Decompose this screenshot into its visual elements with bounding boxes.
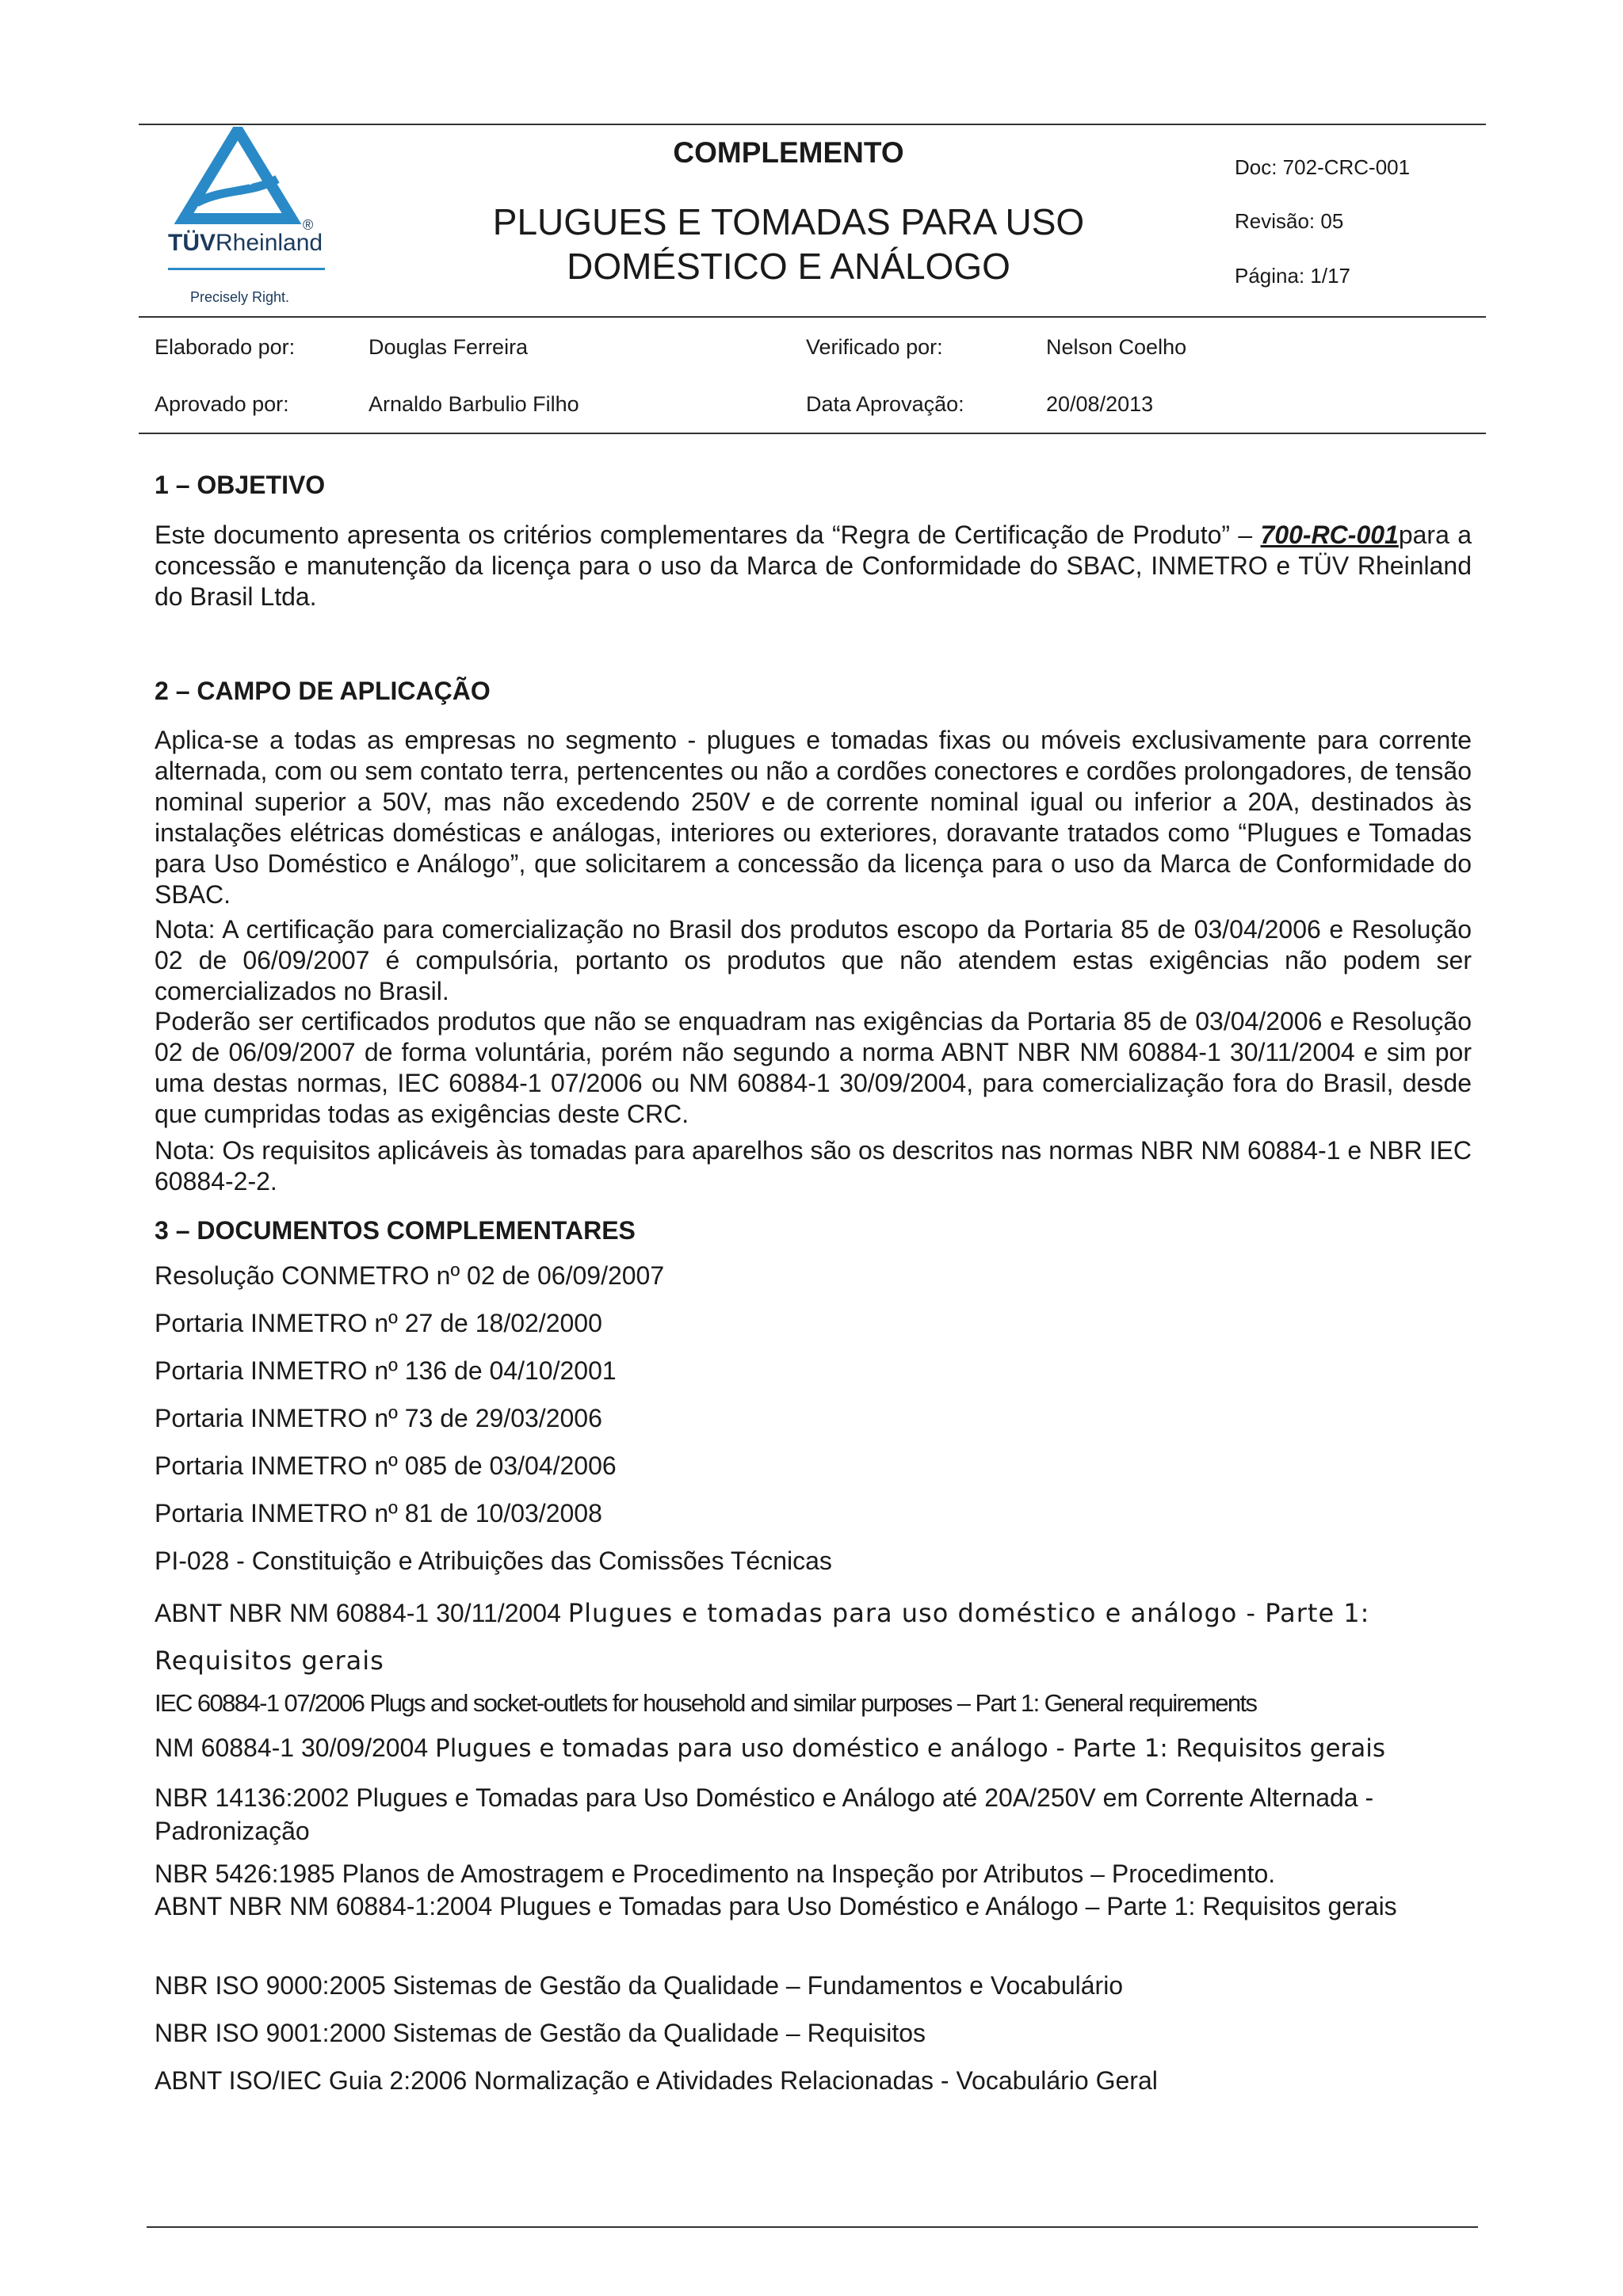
footer-rule: [147, 2226, 1478, 2228]
document-title: PLUGUES E TOMADAS PARA USO DOMÉSTICO E ANÁLOGO: [492, 201, 1085, 287]
info-bottom-rule: [139, 433, 1486, 434]
registered-mark: ®: [303, 217, 314, 233]
doc-item-nbr-14136: NBR 14136:2002 Plugues e Tomadas para Uso Doméstico e Análogo até 20A/250V em Corrente Alternada - Padronização: [155, 1783, 1374, 1845]
section-2-note-2: Nota: Os requisitos aplicáveis às tomadas para aparelhos são os descritos nas normas NBR NM 60884-1 e NBR IEC 60884-2-2.: [155, 1136, 1472, 1196]
section-2-paragraph-1: Aplica-se a todas as empresas no segmento - plugues e tomadas fixas ou móveis exclusivamente para corrente alternada, com ou sem contato terra, pertencentes ou não a cordões conectores e cordões prolongadores, de tensão nominal superior a 50V, mas não excedendo 250V e de corrente nominal igual ou inferior a 20A, destinados às instalações elétricas domésticas e análogas, interiores ou exteriores, doravante tratados como “Plugues e Tomadas para Uso Doméstico e Análogo”, que solicitarem a concessão da licença para o uso da Marca de Conformidade do SBAC.: [155, 726, 1472, 909]
section-2-paragraph-2: Poderão ser certificados produtos que não se enquadram nas exigências da Portaria 85 de 03/04/2006 e Resolução 02 de 06/09/2007 de forma voluntária, porém não segundo a norma ABNT NBR NM 60884-1 30/11/2004 e sim por uma destas normas, IEC 60884-1 07/2006 ou NM 60884-1 30/09/2004, para comercialização fora do Brasil, desde que cumpridas todas as exigências deste CRC.: [155, 1007, 1472, 1128]
rule-link[interactable]: 700-RC-001: [1260, 521, 1399, 549]
doc-item: Resolução CONMETRO nº 02 de 06/09/2007: [155, 1261, 665, 1290]
document-type-label: COMPLEMENTO: [673, 136, 904, 169]
approval-date-value: 20/08/2013: [1046, 392, 1154, 416]
approved-by-value: Arnaldo Barbulio Filho: [369, 392, 579, 416]
brand-name: TÜVRheinland: [168, 230, 323, 256]
logo-underline: [168, 268, 325, 270]
tuv-rheinland-logo: [158, 127, 341, 313]
prepared-by-label: Elaborado por:: [155, 335, 296, 359]
approval-date-label: Data Aprovação:: [806, 392, 964, 416]
doc-item: PI-028 - Constituição e Atribuições das Comissões Técnicas: [155, 1547, 832, 1575]
doc-item-iso-9001: NBR ISO 9001:2000 Sistemas de Gestão da Qualidade – Requisitos: [155, 2019, 926, 2047]
section-2-note-1: Nota: A certificação para comercialização no Brasil dos produtos escopo da Portaria 85 de 03/04/2006 e Resolução 02 de 06/09/2007 é compulsória, portanto os produtos que não atendem estas exigências não podem ser comercializados no Brasil.: [155, 915, 1472, 1005]
doc-item: Portaria INMETRO nº 81 de 10/03/2008: [155, 1499, 602, 1527]
doc-item-nm: NM 60884-1 30/09/2004 Plugues e tomadas para uso doméstico e análogo - Parte 1: Requisitos gerais: [155, 1733, 1386, 1763]
verified-by-label: Verificado por:: [806, 335, 943, 359]
page-number: Página: 1/17: [1235, 264, 1351, 288]
doc-item-nbr-5426: NBR 5426:1985 Planos de Amostragem e Procedimento na Inspeção por Atributos – Procedimento.: [155, 1859, 1276, 1888]
doc-item-guia-2: ABNT ISO/IEC Guia 2:2006 Normalização e Atividades Relacionadas - Vocabulário Geral: [155, 2066, 1158, 2095]
approved-by-label: Aprovado por:: [155, 392, 289, 416]
doc-item: Portaria INMETRO nº 085 de 03/04/2006: [155, 1451, 617, 1480]
doc-item: Portaria INMETRO nº 27 de 18/02/2000: [155, 1309, 602, 1337]
section-2-heading: 2 – CAMPO DE APLICAÇÃO: [155, 677, 491, 705]
section-1-heading: 1 – OBJETIVO: [155, 471, 326, 499]
triangle-logo-icon: [158, 127, 317, 230]
doc-item-abnt-nbr-nm: ABNT NBR NM 60884-1 30/11/2004 Plugues e tomadas para uso doméstico e análogo - Parte 1: Requisitos gerais: [155, 1598, 1370, 1676]
logo-tagline: Precisely Right.: [190, 289, 290, 305]
header-top-rule: [139, 124, 1486, 125]
doc-item: Portaria INMETRO nº 73 de 29/03/2006: [155, 1404, 602, 1432]
prepared-by-value: Douglas Ferreira: [369, 335, 529, 359]
header-bottom-rule: [139, 316, 1486, 318]
doc-item-iso-9000: NBR ISO 9000:2005 Sistemas de Gestão da Qualidade – Fundamentos e Vocabulário: [155, 1971, 1124, 2000]
section-1-text: Este documento apresenta os critérios complementares da “Regra de Certificação de Produto” – 700-RC-001para a concessão e manutenção da licença para o uso da Marca de Conformidade do SBAC, INMETRO e TÜV Rheinland do Brasil Ltda.: [155, 521, 1472, 611]
doc-item-iec: IEC 60884-1 07/2006 Plugs and socket-outlets for household and similar purposes – Part 1: General requirements: [155, 1689, 1257, 1717]
section-3-heading: 3 – DOCUMENTOS COMPLEMENTARES: [155, 1216, 636, 1245]
doc-item: Portaria INMETRO nº 136 de 04/10/2001: [155, 1356, 617, 1385]
doc-item-abnt-2004: ABNT NBR NM 60884-1:2004 Plugues e Tomadas para Uso Doméstico e Análogo – Parte 1: Requisitos gerais: [155, 1892, 1397, 1920]
verified-by-value: Nelson Coelho: [1046, 335, 1187, 359]
revision-number: Revisão: 05: [1235, 209, 1344, 233]
doc-number: Doc: 702-CRC-001: [1235, 155, 1411, 179]
